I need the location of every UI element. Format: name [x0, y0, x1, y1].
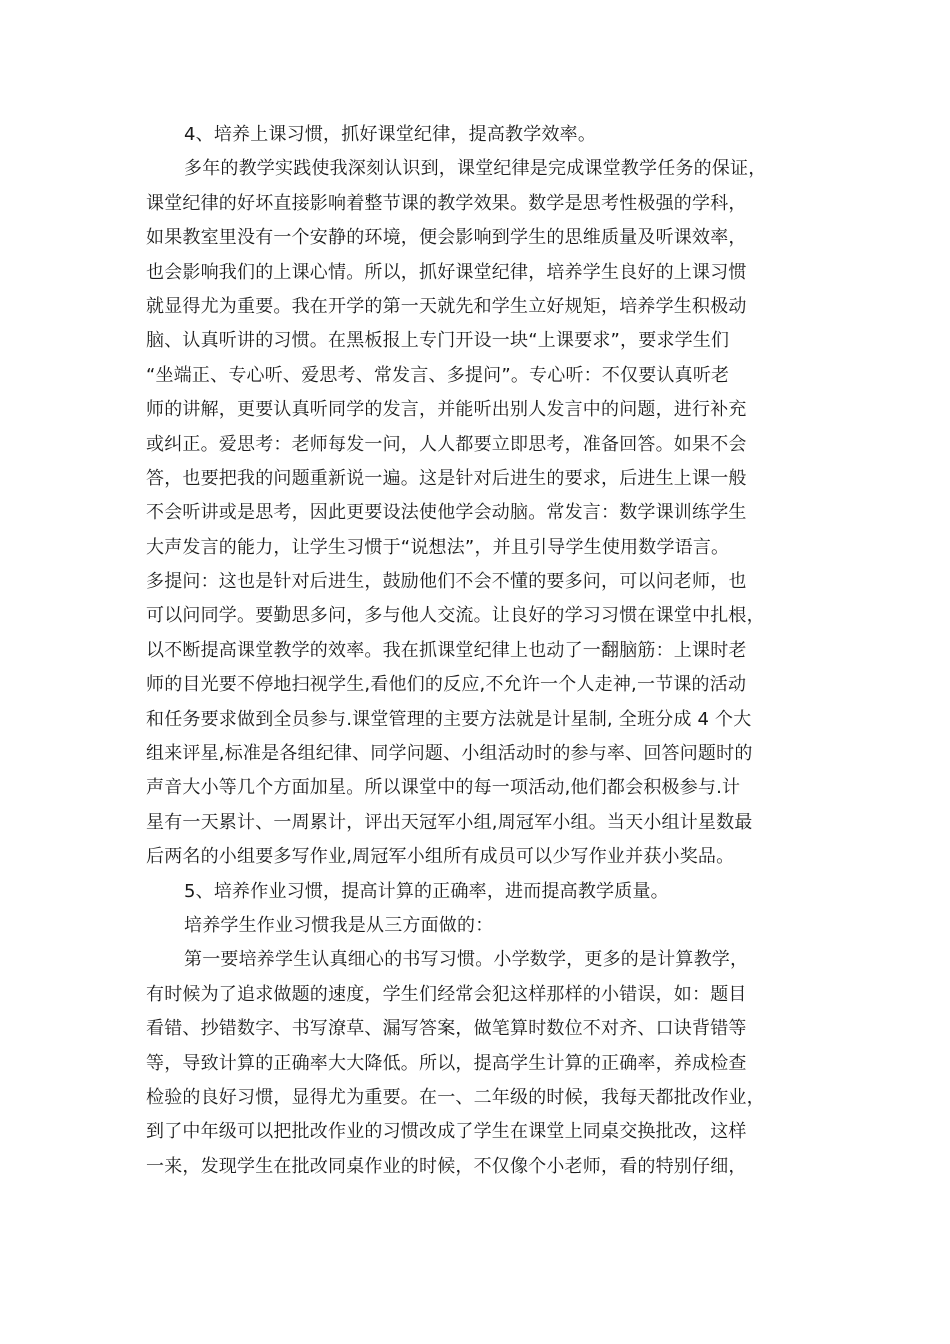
text-line: 有时候为了追求做题的速度，学生们经常会犯这样那样的小错误，如：题目 — [146, 983, 747, 1005]
section-heading-5: 5、培养作业习惯，提高计算的正确率，进而提高教学质量。 — [184, 880, 669, 902]
text-line: 大声发言的能力，让学生习惯于“说想法”，并且引导学生使用数学语言。 — [146, 536, 730, 558]
text-line: 到了中年级可以把批改作业的习惯改成了学生在课堂上同桌交换批改，这样 — [146, 1121, 747, 1143]
text-line: 一来，发现学生在批改同桌作业的时候，不仅像个小老师，看的特别仔细， — [146, 1155, 747, 1177]
text-line: 组来评星,标准是各组纪律、同学问题、小组活动时的参与率、回答问题时的 — [146, 743, 753, 765]
text-line: 课堂纪律的好坏直接影响着整节课的教学效果。数学是思考性极强的学科， — [146, 192, 747, 214]
section-heading-4: 4、培养上课习惯，抓好课堂纪律，提高教学效率。 — [184, 124, 597, 145]
text-line: 和任务要求做到全员参与.课堂管理的主要方法就是计星制, 全班分成 4 个大 — [146, 708, 752, 730]
text-line: 师的讲解，更要认真听同学的发言，并能听出别人发言中的问题，进行补充 — [146, 399, 747, 421]
text-line: 声音大小等几个方面加星。所以课堂中的每一项活动,他们都会积极参与.计 — [146, 777, 741, 799]
text-line: 看错、抄错数字、书写潦草、漏写答案，做笔算时数位不对齐、口诀背错等 — [146, 1018, 747, 1040]
text-line: 培养学生作业习惯我是从三方面做的： — [184, 914, 494, 936]
text-line: 如果教室里没有一个安静的环境，便会影响到学生的思维质量及听课效率， — [146, 227, 747, 249]
text-line: 不会听讲或是思考，因此更要设法使他学会动脑。常发言：数学课训练学生 — [146, 502, 747, 524]
text-line: 也会影响我们的上课心情。所以，抓好课堂纪律，培养学生良好的上课习惯 — [146, 261, 747, 283]
text-line: 答，也要把我的问题重新说一遍。这是针对后进生的要求，后进生上课一般 — [146, 467, 747, 489]
text-line: 检验的良好习惯，显得尤为重要。在一、二年级的时候，我每天都批改作业， — [146, 1086, 765, 1108]
text-line: 多提问：这也是针对后进生，鼓励他们不会不懂的要多问，可以问老师，也 — [146, 571, 747, 593]
text-line: 第一要培养学生认真细心的书写习惯。小学数学，更多的是计算教学， — [184, 949, 749, 971]
text-line: 多年的教学实践使我深刻认识到，课堂纪律是完成课堂教学任务的保证， — [184, 158, 767, 180]
text-line: 或纠正。爱思考：老师每发一问，人人都要立即思考，准备回答。如果不会 — [146, 433, 747, 455]
text-line: 脑、认真听讲的习惯。在黑板报上专门开设一块“上课要求”，要求学生们 — [146, 330, 730, 352]
text-line: 等，导致计算的正确率大大降低。所以，提高学生计算的正确率，养成检查 — [146, 1052, 747, 1074]
text-line: 可以问同学。要勤思多问，多与他人交流。让良好的学习习惯在课堂中扎根， — [146, 605, 765, 627]
text-line: 后两名的小组要多写作业,周冠军小组所有成员可以少写作业并获小奖品。 — [146, 846, 735, 868]
text-line: “坐端正、专心听、爱思考、常发言、多提问”。专心听：不仅要认真听老 — [146, 364, 730, 386]
body-text — [146, 118, 806, 1184]
text-line: 以不断提高课堂教学的效率。我在抓课堂纪律上也动了一翻脑筋：上课时老 — [146, 639, 747, 661]
text-line: 星有一天累计、一周累计，评出天冠军小组,周冠军小组。当天小组计星数最 — [146, 811, 753, 833]
text-line: 师的目光要不停地扫视学生,看他们的反应,不允许一个人走神,一节课的活动 — [146, 674, 747, 696]
text-line: 就显得尤为重要。我在开学的第一天就先和学生立好规矩，培养学生积极动 — [146, 295, 747, 317]
